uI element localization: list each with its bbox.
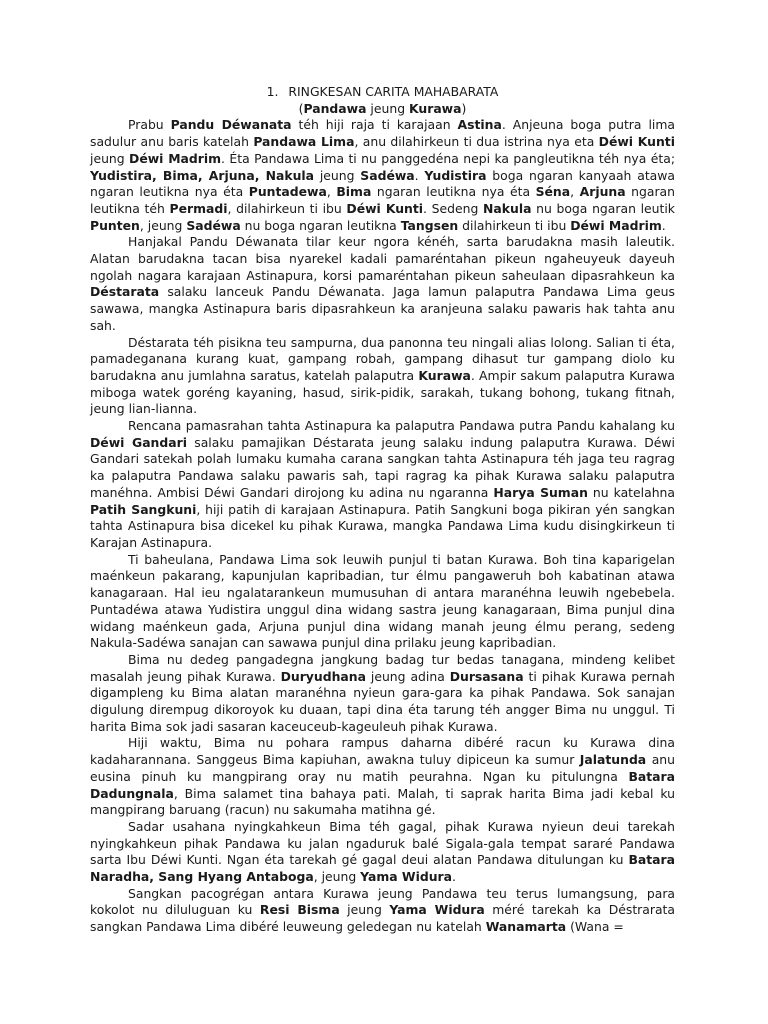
bold-term: Permadi: [169, 200, 228, 216]
bold-term: Yudistira, Bima, Arjuna, Nakula: [90, 167, 315, 183]
text-run: .: [452, 869, 456, 885]
text-run: nu katelahna: [587, 484, 675, 500]
text-run: jeung: [339, 902, 390, 918]
text-run: ,: [570, 184, 580, 200]
text-run: , anu dilahirkeun ti dua istrina nya eta: [354, 134, 599, 150]
text-run: jeung adina: [365, 668, 450, 684]
bold-term: Puntadewa: [248, 184, 327, 200]
text-run: Bima nu dedeg pangadegna jangkung badag tur bedas tanagana, mindeng kelibet masalah jeung pihak Kurawa.: [90, 651, 675, 684]
paragraph-5: [90, 552, 675, 652]
bold-term: Batara Naradha, Sang Hyang Antaboga: [90, 852, 675, 885]
bold-term: Dursasana: [449, 668, 524, 684]
text-run: Prabu: [128, 117, 171, 133]
text-run: boga ngaran kanyaah atawa ngaran leutikna nya éta: [90, 167, 675, 200]
paragraph-6: [90, 652, 675, 736]
bold-term: Arjuna: [579, 184, 626, 200]
bold-term: Jalatunda: [579, 752, 647, 768]
document-page: [90, 84, 675, 936]
bold-term: Yudistira: [424, 167, 487, 183]
text-run: Sangkan pacogrégan antara Kurawa jeung Pandawa teu terus lumangsung, para kokolot nu diluluguan ku: [90, 885, 675, 918]
text-run: jeung: [90, 150, 130, 166]
text-run: ): [461, 100, 467, 116]
paragraph-3: [90, 335, 675, 419]
text-run: salaku pamajikan Déstarata jeung salaku indung palaputra Kurawa. Déwi Gandari satekah polah lumaku kumaha carana sangkan tahta Astinapura téh jaga teu ragrag ka palaputra Pandawa salaku pawaris sah, tapi ragrag ka pihak Kurawa salaku palaputra manéhna. Ambisi Déwi Gandari dirojong ku adina nu ngaranna: [90, 434, 676, 500]
text-run: , jeung: [139, 217, 187, 233]
text-run: Hanjakal Pandu Déwanata tilar keur ngora kénéh, sarta barudakna masih laleutik. Alatan barudakna tacan bisa nyarekel kadali pamaréntahan pikeun ngaheuyeuk dayeuh ngolah nagara karajaan Astinapura, korsi pamaréntahan pikeun saheulaan dipasrahkeun ka: [90, 234, 675, 283]
bold-term: Déwi Kunti: [598, 134, 675, 150]
bold-term: Harya Suman: [493, 484, 588, 500]
bold-term: Tangsen: [400, 217, 459, 233]
text-run: dilahirkeun ti ibu: [458, 217, 571, 233]
text-run: , dilahirkeun ti ibu: [227, 200, 347, 216]
bold-term: Punten: [90, 217, 140, 233]
text-run: ,: [326, 184, 337, 200]
paragraph-2: [90, 234, 675, 334]
text-run: , hiji patih di karajaan Astinapura. Patih Sangkuni boga pikiran yén sangkan tahta Astinapura bisa dicekel ku pihak Kurawa, mangka Pandawa Lima kudu disingkirkeun ti Karajan Astinapura.: [90, 501, 675, 550]
text-run: Hiji waktu, Bima nu pohara rampus daharna dibéré racun ku Kurawa dina kadaharannana. Sanggeus Bima kapiuhan, awakna tuluy dipiceun ka sumur: [90, 735, 675, 768]
text-run: . Éta Pandawa Lima ti nu panggedéna nepi ka pangleutikna téh nya éta;: [221, 150, 676, 166]
text-run: ti pihak Kurawa pernah digampleng ku Bima alatan maranéhna nyieun gara-gara ka pihak Pandawa. Sok sanajan digulung dirempug dikoroyok ku duaan, tapi dina éta tarung téh angger Bima nu unggul. Ti harita Bima sok jadi sasaran kaceuceub-kageuleuh pihak Kurawa.: [90, 668, 675, 734]
text-run: téh hiji raja ti karajaan: [291, 117, 458, 133]
paragraph-7: [90, 735, 675, 819]
paragraph-8: [90, 819, 675, 886]
text-run: anu eusina pinuh ku mangpirang oray nu matih peurahna. Ngan ku pitulungna: [90, 752, 675, 784]
text-run: jeung: [366, 100, 409, 116]
paragraph-4: [90, 418, 675, 552]
bold-term: Sadéwa: [360, 167, 415, 183]
text-run: , jeung: [313, 869, 361, 885]
text-run: ngaran leutikna téh: [90, 184, 675, 216]
bold-term: Déwi Madrim: [570, 217, 662, 233]
bold-term: Kurawa: [418, 367, 471, 383]
bold-term: Yama Widura: [389, 902, 485, 918]
bold-term: Déwi Madrim: [129, 150, 222, 166]
bold-term: Pandu Déwanata: [170, 117, 292, 133]
bold-term: Kurawa: [409, 100, 462, 116]
document-subheading: [90, 101, 675, 118]
bold-term: Bima: [336, 184, 372, 200]
text-run: (: [298, 100, 304, 116]
text-run: Ti baheulana, Pandawa Lima sok leuwih punjul ti batan Kurawa. Boh tina kaparigelan maénkeun pakarang, kapunjulan kapribadian, tur élmu pangaweruh boh kabatinan atawa kanagaraan. Hal ieu ngalatarankeun mumusuhan di antara maranéhna leuwih ngebebela. Puntadéwa atawa Yudistira unggul dina widang sastra jeung kanagaraan, Bima punjul dina widang maénkeun gada, Arjuna punjul dina widang manah jeung élmu perang, sedeng Nakula-Sadéwa sanajan can sawawa punjul dina prilaku jeung kapribadian.: [90, 551, 675, 651]
bold-term: Déwi Gandari: [90, 434, 187, 450]
bold-term: Duryudhana: [280, 668, 366, 684]
text-run: Rencana pamasrahan tahta Astinapura ka palaputra Pandawa putra Pandu kahalang ku: [128, 418, 675, 434]
heading-number: 1.: [266, 84, 279, 99]
bold-term: Nakula: [483, 200, 532, 216]
bold-term: Déstarata: [90, 284, 160, 300]
text-run: Déstarata téh pisikna teu sampurna, dua panonna teu ningali alias lolong. Salian ti éta, pamadeganana kurang kuat, gampang robah, gampang dihasut tur gampang diolo ku barudakna anu jumlahna saratus, katelah palaputra: [90, 334, 675, 383]
text-run: .: [414, 167, 425, 183]
text-run: nu boga ngaran leutik: [531, 200, 675, 216]
bold-term: Astina: [457, 117, 502, 133]
bold-term: Wanamarta: [485, 919, 567, 935]
text-run: ngaran leutikna nya éta: [371, 184, 536, 200]
bold-term: Séna: [535, 184, 571, 200]
text-run: . Ampir sakum palaputra Kurawa miboga watek goréng kayaning, hasud, sirik-pidik, sarakah, tukang bohong, tukang fitnah, jeung lian-lianna.: [90, 367, 675, 417]
text-run: , Bima salamet tina bahaya pati. Malah, ti saprak harita Bima jadi kebal ku mangpirang baruang (racun) nu sakumaha matihna gé.: [90, 785, 675, 818]
text-run: .: [661, 217, 666, 233]
bold-term: Déwi Kunti: [346, 200, 424, 216]
bold-term: Patih Sangkuni: [90, 501, 197, 517]
heading-title: RINGKESAN CARITA MAHABARATA: [288, 84, 499, 99]
text-run: (Wana =: [566, 919, 624, 935]
text-run: . Anjeuna boga putra lima sadulur anu baris katelah: [90, 117, 675, 150]
paragraph-9: [90, 886, 675, 936]
bold-term: Batara Dadungnala: [90, 768, 675, 801]
bold-term: Sadéwa: [186, 217, 241, 233]
text-run: Sadar usahana nyingkahkeun Bima téh gagal, pihak Kurawa nyieun deui tarekah nyingkahkeun pihak Pandawa ku jalan ngaduruk balé Sigala-gala tempat sararé Pandawa sarta Ibu Déwi Kunti. Ngan éta tarekah gé gagal deui alatan Pandawa ditulungan ku: [90, 818, 675, 868]
text-run: méré tarekah ka Déstrarata sangkan Pandawa Lima dibéré leuweung geledegan nu katelah: [90, 902, 675, 935]
text-run: salaku lanceuk Pandu Déwanata. Jaga lamun palaputra Pandawa Lima geus sawawa, mangka Astinapura baris dipasrahkeun ka aranjeuna salaku pawaris hak tahta anu sah.: [90, 284, 675, 333]
text-run: nu boga ngaran leutikna: [240, 217, 401, 233]
paragraph-1: [90, 117, 675, 234]
bold-term: Pandawa: [303, 100, 367, 116]
document-heading: [90, 84, 675, 101]
bold-term: Pandawa Lima: [253, 134, 355, 150]
bold-term: Resi Bisma: [259, 902, 340, 918]
text-run: jeung: [314, 167, 361, 183]
bold-term: Yama Widura: [360, 869, 452, 885]
text-run: . Sedeng: [423, 200, 484, 216]
